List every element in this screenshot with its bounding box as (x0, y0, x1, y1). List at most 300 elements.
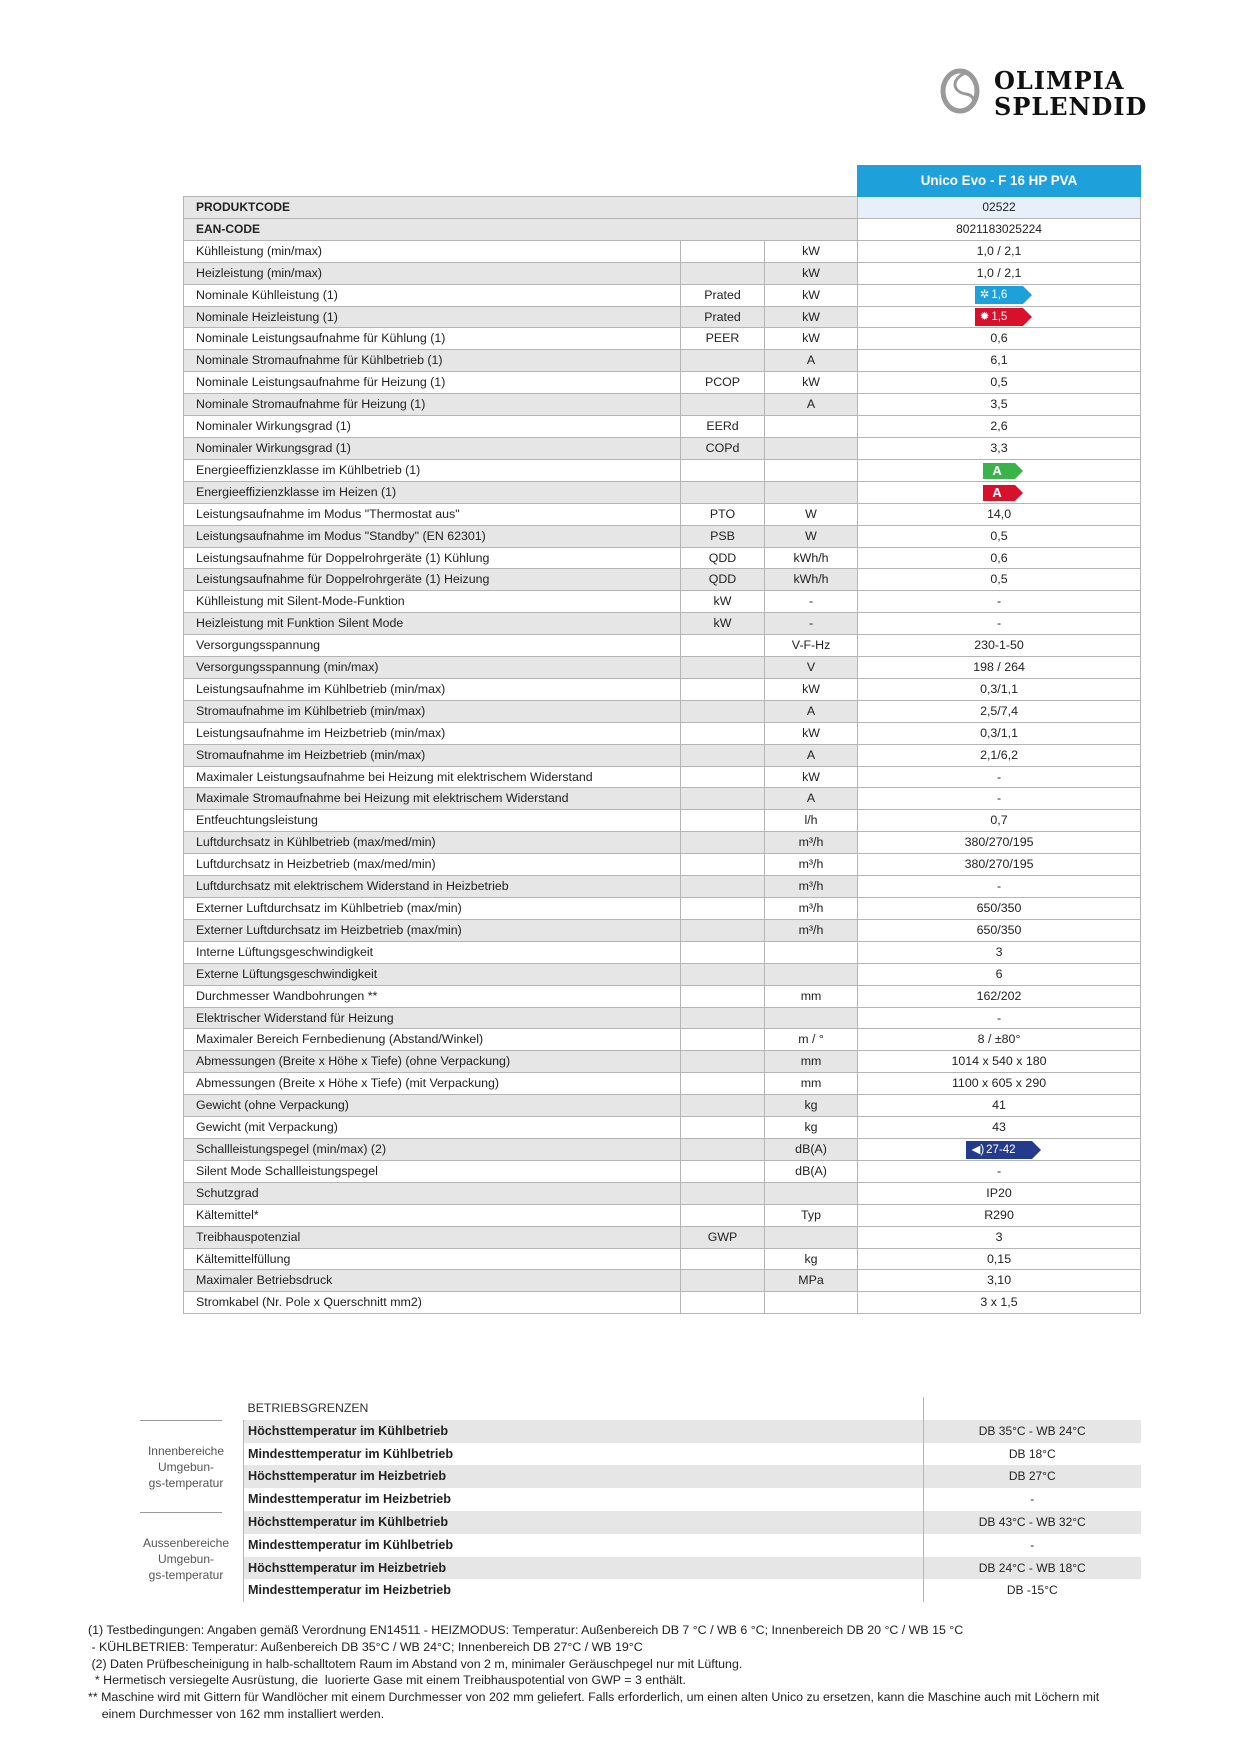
produktcode-label: PRODUKTCODE (184, 197, 858, 219)
row-unit (765, 459, 858, 481)
row-symbol (681, 657, 765, 679)
row-label: Externer Luftdurchsatz im Kühlbetrieb (max/min) (184, 898, 681, 920)
row-value: 0,5 (858, 525, 1141, 547)
limit-value: - (924, 1488, 1141, 1511)
row-value: 0,5 (858, 372, 1141, 394)
divider (140, 1420, 222, 1421)
row-label: Nominaler Wirkungsgrad (1) (184, 416, 681, 438)
row-label: Abmessungen (Breite x Höhe x Tiefe) (ohne Verpackung) (184, 1051, 681, 1073)
cooling-capacity-badge (975, 286, 1024, 304)
row-value: 0,7 (858, 810, 1141, 832)
row-unit: W (765, 525, 858, 547)
row-label: Luftdurchsatz in Heizbetrieb (max/med/min) (184, 854, 681, 876)
row-value: 8 / ±80° (858, 1029, 1141, 1051)
row-label: Heizleistung mit Funktion Silent Mode (184, 613, 681, 635)
row-value: 0,15 (858, 1248, 1141, 1270)
limits-row (244, 1488, 1141, 1511)
row-symbol (681, 678, 765, 700)
footnote-line: (2) Daten Prüfbescheinigung in halb-schalltotem Raum im Abstand von 2 m, minimaler Geräuschpegel nur mit Lüftung. (88, 1656, 743, 1671)
table-row (184, 788, 1141, 810)
row-label: Entfeuchtungsleistung (184, 810, 681, 832)
brand-word-1: OLIMPIA (994, 66, 1125, 95)
row-symbol: COPd (681, 437, 765, 459)
energy-class-heating-badge (983, 485, 1015, 501)
row-label: Nominale Leistungsaufnahme für Heizung (1) (184, 372, 681, 394)
table-row (184, 963, 1141, 985)
row-symbol: Prated (681, 284, 765, 306)
table-row (184, 919, 1141, 941)
row-label: Maximaler Leistungsaufnahme bei Heizung mit elektrischem Widerstand (184, 766, 681, 788)
divider (140, 1512, 222, 1513)
row-label: Nominale Stromaufnahme für Kühlbetrieb (1) (184, 350, 681, 372)
table-row (184, 810, 1141, 832)
table-row (184, 1270, 1141, 1292)
row-value (858, 481, 1141, 503)
table-row (184, 985, 1141, 1007)
row-label: Kältemittel* (184, 1204, 681, 1226)
row-value: 198 / 264 (858, 657, 1141, 679)
table-row (184, 1226, 1141, 1248)
limits-row (244, 1465, 1141, 1488)
table-row (184, 503, 1141, 525)
model-name: Unico Evo - F 16 HP PVA (858, 166, 1141, 197)
row-value (858, 284, 1141, 306)
row-label: Externer Luftdurchsatz im Heizbetrieb (max/min) (184, 919, 681, 941)
row-value: 380/270/195 (858, 832, 1141, 854)
row-symbol (681, 1095, 765, 1117)
row-symbol (681, 1117, 765, 1139)
row-unit: kW (765, 678, 858, 700)
row-unit: W (765, 503, 858, 525)
row-value: 162/202 (858, 985, 1141, 1007)
row-unit: kg (765, 1248, 858, 1270)
row-symbol (681, 262, 765, 284)
row-unit: kW (765, 328, 858, 350)
row-value: 1100 x 605 x 290 (858, 1073, 1141, 1095)
row-symbol: GWP (681, 1226, 765, 1248)
row-value: 3,5 (858, 394, 1141, 416)
row-value: 0,5 (858, 569, 1141, 591)
row-unit: A (765, 394, 858, 416)
row-symbol (681, 744, 765, 766)
table-row (184, 394, 1141, 416)
table-row (184, 1292, 1141, 1314)
row-unit (765, 1007, 858, 1029)
row-unit: A (765, 350, 858, 372)
table-row (184, 328, 1141, 350)
row-unit: V-F-Hz (765, 635, 858, 657)
footnote-line: ** Maschine wird mit Gittern für Wandlöcher mit einem Durchmesser von 202 mm geliefert. Falls erforderlich, um einen alten Unico zu ersetzen, kann die Maschine auch mit Löchern mit (88, 1690, 1100, 1705)
row-symbol (681, 394, 765, 416)
table-row (184, 657, 1141, 679)
row-symbol (681, 459, 765, 481)
row-value: - (858, 788, 1141, 810)
table-row (184, 854, 1141, 876)
table-row (184, 1117, 1141, 1139)
table-row (184, 569, 1141, 591)
row-symbol (681, 1292, 765, 1314)
row-symbol: PEER (681, 328, 765, 350)
table-row (184, 898, 1141, 920)
row-value (858, 306, 1141, 328)
row-label: Maximale Stromaufnahme bei Heizung mit elektrischem Widerstand (184, 788, 681, 810)
outer-ambient-label: Aussenbereiche Umgebun- gs-temperatur (142, 1536, 230, 1582)
row-symbol (681, 350, 765, 372)
row-symbol (681, 832, 765, 854)
table-row (184, 416, 1141, 438)
row-unit: kW (765, 240, 858, 262)
model-header-row (184, 166, 1141, 197)
row-value: 14,0 (858, 503, 1141, 525)
row-value: 3,3 (858, 437, 1141, 459)
row-unit: kW (765, 372, 858, 394)
row-symbol (681, 766, 765, 788)
limits-row (244, 1443, 1141, 1466)
row-symbol (681, 788, 765, 810)
row-unit (765, 941, 858, 963)
row-value: 43 (858, 1117, 1141, 1139)
row-label: Interne Lüftungsgeschwindigkeit (184, 941, 681, 963)
limit-value: DB -15°C (924, 1579, 1141, 1602)
row-value: - (858, 591, 1141, 613)
table-row (184, 481, 1141, 503)
limit-label: Mindesttemperatur im Heizbetrieb (244, 1488, 924, 1511)
row-label: Leistungsaufnahme im Heizbetrieb (min/max) (184, 722, 681, 744)
row-value: 380/270/195 (858, 854, 1141, 876)
energy-class-cooling-badge (983, 463, 1015, 479)
limit-value: DB 43°C - WB 32°C (924, 1511, 1141, 1534)
row-value: 3 (858, 941, 1141, 963)
table-row (184, 372, 1141, 394)
limits-row (244, 1557, 1141, 1580)
row-value: - (858, 1160, 1141, 1182)
limit-label: Höchsttemperatur im Kühlbetrieb (244, 1511, 924, 1534)
row-unit (765, 437, 858, 459)
row-unit: dB(A) (765, 1138, 858, 1160)
spec-table (183, 165, 1141, 1314)
row-label: Leistungsaufnahme im Kühlbetrieb (min/max) (184, 678, 681, 700)
row-value (858, 459, 1141, 481)
row-symbol: kW (681, 613, 765, 635)
table-row (184, 1051, 1141, 1073)
row-unit: kg (765, 1117, 858, 1139)
row-unit: A (765, 744, 858, 766)
table-row (184, 613, 1141, 635)
row-label: Gewicht (mit Verpackung) (184, 1117, 681, 1139)
row-unit: m³/h (765, 876, 858, 898)
row-unit (765, 481, 858, 503)
row-value: IP20 (858, 1182, 1141, 1204)
limits-row (244, 1534, 1141, 1557)
row-unit: A (765, 700, 858, 722)
footnote-line: einem Durchmesser von 162 mm installiert werden. (88, 1706, 385, 1721)
row-symbol (681, 700, 765, 722)
row-symbol (681, 722, 765, 744)
olimpia-logo-icon (938, 64, 990, 116)
row-unit: m³/h (765, 854, 858, 876)
limit-label: Höchsttemperatur im Kühlbetrieb (244, 1420, 924, 1443)
table-row (184, 525, 1141, 547)
row-symbol (681, 1270, 765, 1292)
row-unit: mm (765, 1073, 858, 1095)
row-symbol (681, 1029, 765, 1051)
produktcode-row (184, 197, 1141, 219)
row-symbol (681, 481, 765, 503)
row-symbol (681, 854, 765, 876)
row-label: Schutzgrad (184, 1182, 681, 1204)
row-unit: kW (765, 284, 858, 306)
table-row (184, 350, 1141, 372)
row-symbol: QDD (681, 569, 765, 591)
row-value: 0,6 (858, 547, 1141, 569)
row-unit: dB(A) (765, 1160, 858, 1182)
row-label: Nominale Heizleistung (1) (184, 306, 681, 328)
row-symbol (681, 1051, 765, 1073)
row-value: - (858, 766, 1141, 788)
limit-value: DB 27°C (924, 1465, 1141, 1488)
row-value: 0,6 (858, 328, 1141, 350)
table-row (184, 766, 1141, 788)
row-symbol (681, 1182, 765, 1204)
table-row (184, 941, 1141, 963)
row-value: 1014 x 540 x 180 (858, 1051, 1141, 1073)
row-unit: - (765, 591, 858, 613)
brand-logo (938, 64, 1148, 120)
row-label: Energieeffizienzklasse im Kühlbetrieb (1) (184, 459, 681, 481)
table-row (184, 1073, 1141, 1095)
limit-value: DB 18°C (924, 1443, 1141, 1466)
ean-label: EAN-CODE (184, 218, 858, 240)
row-unit: kW (765, 766, 858, 788)
row-value: R290 (858, 1204, 1141, 1226)
inner-ambient-label: Innenbereiche Umgebun- gs-temperatur (147, 1444, 225, 1490)
row-value: 650/350 (858, 898, 1141, 920)
row-value: 41 (858, 1095, 1141, 1117)
row-symbol (681, 1007, 765, 1029)
limit-label: Mindesttemperatur im Kühlbetrieb (244, 1443, 924, 1466)
row-unit: mm (765, 1051, 858, 1073)
limit-label: Mindesttemperatur im Heizbetrieb (244, 1579, 924, 1602)
row-unit (765, 963, 858, 985)
table-row (184, 1095, 1141, 1117)
row-symbol: Prated (681, 306, 765, 328)
speaker-icon: ◀) (971, 1143, 985, 1156)
row-symbol: PCOP (681, 372, 765, 394)
row-label: Stromaufnahme im Heizbetrieb (min/max) (184, 744, 681, 766)
table-row (184, 437, 1141, 459)
row-label: Nominale Kühlleistung (1) (184, 284, 681, 306)
row-unit (765, 1292, 858, 1314)
row-value: 1,0 / 2,1 (858, 262, 1141, 284)
table-row (184, 262, 1141, 284)
row-label: Maximaler Bereich Fernbedienung (Abstand/Winkel) (184, 1029, 681, 1051)
row-value: - (858, 876, 1141, 898)
row-unit: m³/h (765, 898, 858, 920)
row-symbol (681, 635, 765, 657)
row-symbol (681, 919, 765, 941)
limits-table (243, 1397, 1141, 1602)
row-symbol (681, 876, 765, 898)
row-value: 2,1/6,2 (858, 744, 1141, 766)
limit-value: DB 24°C - WB 18°C (924, 1557, 1141, 1580)
table-row (184, 306, 1141, 328)
row-value: - (858, 1007, 1141, 1029)
row-label: Gewicht (ohne Verpackung) (184, 1095, 681, 1117)
row-unit: kW (765, 722, 858, 744)
row-label: Versorgungsspannung (184, 635, 681, 657)
row-unit: - (765, 613, 858, 635)
table-row (184, 1029, 1141, 1051)
row-symbol (681, 898, 765, 920)
row-unit: l/h (765, 810, 858, 832)
table-row (184, 1007, 1141, 1029)
footnote-line: - KÜHLBETRIEB: Temperatur: Außenbereich DB 35°C / WB 24°C; Innenbereich DB 27°C / WB 19°C (88, 1639, 643, 1654)
ean-value: 8021183025224 (858, 218, 1141, 240)
row-label: Nominale Leistungsaufnahme für Kühlung (1) (184, 328, 681, 350)
row-value: 1,0 / 2,1 (858, 240, 1141, 262)
row-unit: V (765, 657, 858, 679)
row-unit: kW (765, 306, 858, 328)
table-row (184, 547, 1141, 569)
row-symbol (681, 1138, 765, 1160)
row-value: 3 (858, 1226, 1141, 1248)
table-row (184, 1182, 1141, 1204)
footnotes (88, 1622, 1148, 1723)
table-row (184, 459, 1141, 481)
row-unit: Typ (765, 1204, 858, 1226)
row-value: 230-1-50 (858, 635, 1141, 657)
row-label: Energieeffizienzklasse im Heizen (1) (184, 481, 681, 503)
row-unit: m / ° (765, 1029, 858, 1051)
table-row (184, 1204, 1141, 1226)
row-unit: A (765, 788, 858, 810)
table-row (184, 284, 1141, 306)
row-label: Leistungsaufnahme für Doppelrohrgeräte (1) Kühlung (184, 547, 681, 569)
row-label: Externe Lüftungsgeschwindigkeit (184, 963, 681, 985)
footnote-line: * Hermetisch versiegelte Ausrüstung, die luorierte Gase mit einem Treibhauspotential von GWP = 3 enthält. (88, 1673, 686, 1688)
row-symbol: PTO (681, 503, 765, 525)
row-symbol: EERd (681, 416, 765, 438)
row-unit: m³/h (765, 832, 858, 854)
row-label: Kühlleistung (min/max) (184, 240, 681, 262)
limit-label: Höchsttemperatur im Heizbetrieb (244, 1557, 924, 1580)
limit-value: DB 35°C - WB 24°C (924, 1420, 1141, 1443)
badge-value: A (992, 462, 1002, 478)
row-symbol (681, 941, 765, 963)
ean-row (184, 218, 1141, 240)
row-value: - (858, 613, 1141, 635)
row-value: 0,3/1,1 (858, 678, 1141, 700)
row-value: 3 x 1,5 (858, 1292, 1141, 1314)
row-label: Leistungsaufnahme für Doppelrohrgeräte (1) Heizung (184, 569, 681, 591)
row-symbol: PSB (681, 525, 765, 547)
row-unit (765, 1226, 858, 1248)
limits-title-row (244, 1397, 1141, 1420)
row-unit: kWh/h (765, 569, 858, 591)
row-unit: kWh/h (765, 547, 858, 569)
row-symbol (681, 963, 765, 985)
row-label: Nominaler Wirkungsgrad (1) (184, 437, 681, 459)
row-unit (765, 1182, 858, 1204)
row-label: Leistungsaufnahme im Modus "Thermostat aus" (184, 503, 681, 525)
limit-label: Mindesttemperatur im Kühlbetrieb (244, 1534, 924, 1557)
row-label: Stromaufnahme im Kühlbetrieb (min/max) (184, 700, 681, 722)
limit-label: Höchsttemperatur im Heizbetrieb (244, 1465, 924, 1488)
badge-value: A (992, 484, 1002, 500)
row-unit: mm (765, 985, 858, 1007)
row-label: Versorgungsspannung (min/max) (184, 657, 681, 679)
row-label: Elektrischer Widerstand für Heizung (184, 1007, 681, 1029)
table-row (184, 591, 1141, 613)
heating-capacity-badge (975, 308, 1024, 326)
row-label: Durchmesser Wandbohrungen ** (184, 985, 681, 1007)
row-value: 6 (858, 963, 1141, 985)
limits-row (244, 1511, 1141, 1534)
row-symbol (681, 1204, 765, 1226)
table-row (184, 722, 1141, 744)
row-symbol: kW (681, 591, 765, 613)
row-symbol (681, 240, 765, 262)
row-label: Silent Mode Schallleistungspegel (184, 1160, 681, 1182)
limits-title: BETRIEBSGRENZEN (244, 1397, 924, 1420)
row-value (858, 1138, 1141, 1160)
row-unit: MPa (765, 1270, 858, 1292)
row-label: Leistungsaufnahme im Modus "Standby" (EN 62301) (184, 525, 681, 547)
table-row (184, 700, 1141, 722)
brand-word-2: SPLENDID (994, 92, 1148, 121)
row-value: 2,6 (858, 416, 1141, 438)
row-label: Luftdurchsatz mit elektrischem Widerstand in Heizbetrieb (184, 876, 681, 898)
row-unit: m³/h (765, 919, 858, 941)
row-label: Treibhauspotenzial (184, 1226, 681, 1248)
row-symbol (681, 985, 765, 1007)
table-row (184, 635, 1141, 657)
footnote-line: (1) Testbedingungen: Angaben gemäß Verordnung EN14511 - HEIZMODUS: Temperatur: Außenbereich DB 7 °C / WB 6 °C; Innenbereich DB 20 °C / WB 15 °C (88, 1623, 964, 1637)
row-symbol: QDD (681, 547, 765, 569)
row-value: 6,1 (858, 350, 1141, 372)
row-label: Abmessungen (Breite x Höhe x Tiefe) (mit Verpackung) (184, 1073, 681, 1095)
table-row (184, 876, 1141, 898)
snowflake-icon: ✲ (979, 289, 990, 302)
noise-level-badge (966, 1141, 1031, 1159)
table-row (184, 678, 1141, 700)
table-row (184, 240, 1141, 262)
table-row (184, 1160, 1141, 1182)
row-value: 650/350 (858, 919, 1141, 941)
row-symbol (681, 810, 765, 832)
row-label: Kältemittelfüllung (184, 1248, 681, 1270)
badge-value: 27-42 (986, 1143, 1016, 1156)
row-symbol (681, 1073, 765, 1095)
table-row (184, 1248, 1141, 1270)
sun-icon: ✹ (979, 311, 990, 324)
row-label: Kühlleistung mit Silent-Mode-Funktion (184, 591, 681, 613)
badge-value: 1,6 (991, 289, 1008, 302)
row-label: Heizleistung (min/max) (184, 262, 681, 284)
limits-row (244, 1579, 1141, 1602)
table-row (184, 832, 1141, 854)
row-symbol (681, 1160, 765, 1182)
limits-row (244, 1420, 1141, 1443)
row-value: 0,3/1,1 (858, 722, 1141, 744)
row-symbol (681, 1248, 765, 1270)
row-label: Nominale Stromaufnahme für Heizung (1) (184, 394, 681, 416)
badge-value: 1,5 (991, 311, 1008, 324)
row-label: Schallleistungspegel (min/max) (2) (184, 1138, 681, 1160)
row-label: Stromkabel (Nr. Pole x Querschnitt mm2) (184, 1292, 681, 1314)
limit-value: - (924, 1534, 1141, 1557)
row-value: 3,10 (858, 1270, 1141, 1292)
